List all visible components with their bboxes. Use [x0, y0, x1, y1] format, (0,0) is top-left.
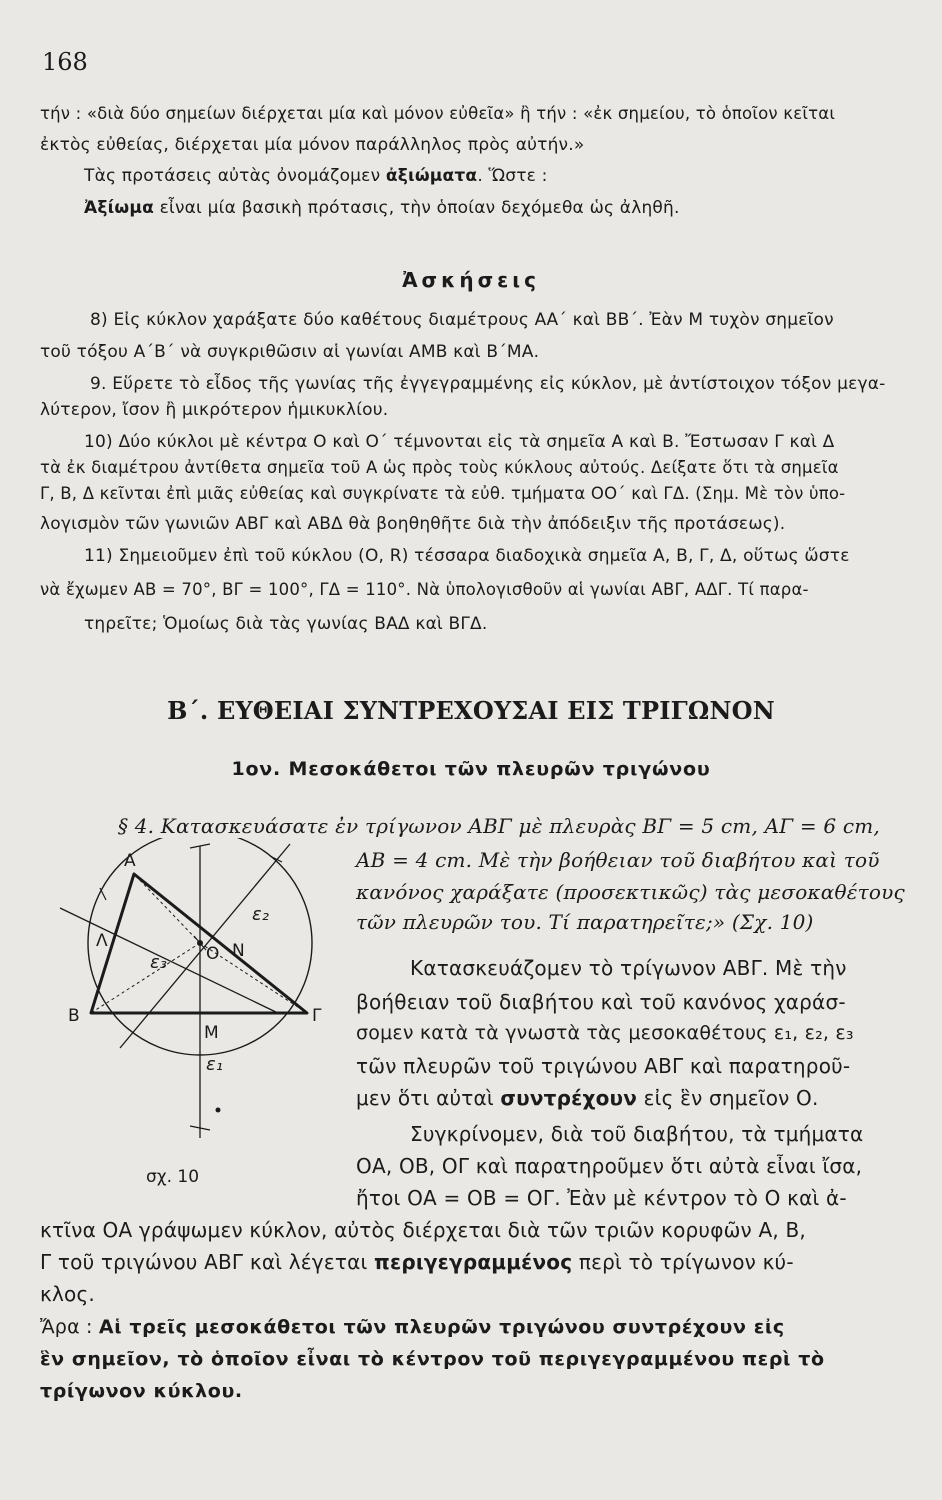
- exercise-9-line-1: 9. Εὕρετε τὸ εἶδος τῆς γωνίας τῆς ἐγγεγραμμένης εἰς κύκλον, μὲ ἀντίστοιχον τόξον μεγα-: [90, 374, 886, 394]
- dot-mark: [216, 1108, 221, 1113]
- body-p1-line-5-end: εἰς ἓν σημεῖον Ο.: [637, 1086, 819, 1110]
- conclusion-ara: Ἄρα :: [40, 1316, 99, 1338]
- term-axiomata: ἀξιώματα: [385, 166, 478, 186]
- body-p1-line-1: Κατασκευάζομεν τὸ τρίγωνον ΑΒΓ. Μὲ τὴν: [410, 956, 847, 980]
- conclusion-line-2: ἓν σημεῖον, τὸ ὁποῖον εἶναι τὸ κέντρον τοῦ περιγεγραμμένου περὶ τὸ: [40, 1348, 825, 1370]
- vertex-b-label: Β: [68, 1006, 80, 1026]
- arc-mark: [100, 888, 106, 900]
- body-p2-line-6: κλος.: [40, 1282, 95, 1306]
- problem-line-3: κανόνος χαράξατε (προσεκτικῶς) τὰς μεσοκαθέτους: [356, 880, 905, 904]
- body-p1-line-3: σομεν κατὰ τὰ γνωστὰ τὰς μεσοκαθέτους ε₁, ε₂, ε₃: [356, 1022, 854, 1044]
- body-p2-line-4: κτῖνα ΟΑ γράψωμεν κύκλον, αὐτὸς διέρχεται διὰ τῶν τριῶν κορυφῶν Α, Β,: [40, 1218, 806, 1242]
- conclusion-line-1: [40, 1316, 785, 1338]
- exercise-10-line-2: τὰ ἐκ διαμέτρου ἀντίθετα σημεῖα τοῦ Α ὡς πρὸς τοὺς κύκλους αὐτούς. Δείξατε ὅτι τὰ σημεῖα: [40, 458, 839, 477]
- problem-line-2: ΑΒ = 4 cm. Μὲ τὴν βοήθειαν τοῦ διαβήτου καὶ τοῦ: [356, 848, 880, 872]
- radius-ob: [91, 943, 200, 1013]
- bisector-e3-label: ε₃: [150, 952, 167, 973]
- term-syntrechoun: συντρέχουν: [500, 1086, 638, 1110]
- term-perigegrammenos: περιγεγραμμένος: [373, 1250, 573, 1274]
- body-p1-line-5-text: μεν ὅτι αὐταὶ: [356, 1086, 501, 1110]
- perpendicular-bisector-e3: [60, 908, 280, 1014]
- intro-line-3: [84, 166, 548, 186]
- intro-line-3-text: Τὰς προτάσεις αὐτὰς ὀνομάζομεν: [84, 166, 386, 186]
- radius-oa: [134, 874, 200, 943]
- midpoint-m-label: Μ: [204, 1023, 219, 1043]
- body-p2-line-1: Συγκρίνομεν, διὰ τοῦ διαβήτου, τὰ τμήματα: [410, 1122, 864, 1146]
- vertex-g-label: Γ: [312, 1006, 322, 1026]
- term-axioma: Ἀξίωμα: [84, 198, 154, 218]
- intro-line-2: ἐκτὸς εὐθείας, διέρχεται μία μόνον παράλληλος πρὸς αὐτήν.»: [40, 135, 585, 155]
- body-p1-line-4: τῶν πλευρῶν τοῦ τριγώνου ΑΒΓ καὶ παρατηροῦ-: [356, 1054, 851, 1078]
- exercise-11-line-3: τηρεῖτε; Ὁμοίως διὰ τὰς γωνίας ΒΑΔ καὶ ΒΓΔ.: [84, 614, 488, 634]
- body-p2-line-5-text: Γ τοῦ τριγώνου ΑΒΓ καὶ λέγεται: [40, 1250, 374, 1274]
- intro-line-1: τήν : «διὰ δύο σημείων διέρχεται μία καὶ μόνον εὐθεῖα» ἢ τήν : «ἐκ σημείου, τὸ ὁποῖον κεῖται: [40, 104, 836, 123]
- exercise-8-line-2: τοῦ τόξου Α΄Β΄ νὰ συγκριθῶσιν αἱ γωνίαι ΑΜΒ καὶ Β΄ΜΑ.: [40, 342, 540, 362]
- axiom-definition-text: εἶναι μία βασικὴ πρότασις, τὴν ὁποίαν δεχόμεθα ὡς ἀληθῆ.: [154, 198, 680, 218]
- figure-10: [40, 838, 340, 1198]
- body-p1-line-5: [356, 1086, 819, 1110]
- midpoint-n-label: Ν: [232, 941, 245, 961]
- page-number: 168: [42, 48, 88, 76]
- body-p2-line-2: ΟΑ, ΟΒ, ΟΓ καὶ παρατηροῦμεν ὅτι αὐτὰ εἶναι ἴσα,: [356, 1154, 863, 1178]
- axiom-definition: [84, 198, 680, 218]
- exercise-10-line-3: Γ, Β, Δ κεῖνται ἐπὶ μιᾶς εὐθείας καὶ συγκρίνατε τὰ εὐθ. τμήματα ΟΟ΄ καὶ ΓΔ. (Σημ. Μὲ τὸν ὑπο-: [40, 484, 846, 503]
- vertex-a-label: Α: [124, 851, 136, 871]
- center-o-label: Ο: [206, 944, 220, 964]
- exercise-8-line-1: 8) Εἰς κύκλον χαράξατε δύο καθέτους διαμέτρους ΑΑ΄ καὶ ΒΒ΄. Ἐὰν Μ τυχὸν σημεῖον: [90, 310, 834, 330]
- conclusion-line-3: τρίγωνον κύκλου.: [40, 1380, 243, 1402]
- perpendicular-bisector-e2: [120, 844, 290, 1048]
- bisector-e1-label: ε₁: [206, 1054, 223, 1075]
- intro-line-3-end: . Ὥστε :: [477, 166, 548, 186]
- figure-caption: σχ. 10: [146, 1167, 200, 1187]
- problem-line-1: § 4. Κατασκευάσατε ἐν τρίγωνον ΑΒΓ μὲ πλευρὰς ΒΓ = 5 cm, ΑΓ = 6 cm,: [118, 814, 880, 838]
- problem-line-4: τῶν πλευρῶν του. Τί παρατηρεῖτε;» (Σχ. 10): [356, 910, 814, 934]
- body-p1-line-2: βοήθειαν τοῦ διαβήτου καὶ τοῦ κανόνος χαράσ-: [356, 990, 846, 1014]
- exercise-11-line-2: νὰ ἔχωμεν ΑΒ = 70°, ΒΓ = 100°, ΓΔ = 110°. Νὰ ὑπολογισθοῦν αἱ γωνίαι ΑΒΓ, ΑΔΓ. Τί παρα-: [40, 580, 809, 599]
- conclusion-theorem-start: Αἱ τρεῖς μεσοκάθετοι τῶν πλευρῶν τριγώνου συντρέχουν εἰς: [98, 1316, 785, 1338]
- exercise-10-line-4: λογισμὸν τῶν γωνιῶν ΑΒΓ καὶ ΑΒΔ θὰ βοηθηθῆτε διὰ τὴν ἀπόδειξιν τῆς προτάσεως).: [40, 514, 786, 534]
- body-p2-line-5-end: περὶ τὸ τρίγωνον κύ-: [572, 1250, 794, 1274]
- exercise-10-line-1: 10) Δύο κύκλοι μὲ κέντρα Ο καὶ Ο΄ τέμνονται εἰς τὰ σημεῖα Α καὶ Β. Ἔστωσαν Γ καὶ Δ: [84, 432, 835, 452]
- exercise-11-line-1: 11) Σημειοῦμεν ἐπὶ τοῦ κύκλου (Ο, R) τέσσαρα διαδοχικὰ σημεῖα Α, Β, Γ, Δ, οὕτως ὥστε: [84, 546, 850, 566]
- exercise-9-line-2: λύτερον, ἴσον ἢ μικρότερον ἡμικυκλίου.: [40, 400, 389, 420]
- bisector-e2-label: ε₂: [252, 904, 269, 925]
- exercises-heading: Ἀσκήσεις: [402, 268, 540, 292]
- body-p2-line-3: ἤτοι ΟΑ = ΟΒ = ΟΓ. Ἐὰν μὲ κέντρον τὸ Ο καὶ ἀ-: [356, 1186, 847, 1210]
- section-subtitle: 1ον. Μεσοκάθετοι τῶν πλευρῶν τριγώνου: [231, 758, 711, 780]
- center-point: [197, 940, 203, 946]
- body-p2-line-5: [40, 1250, 794, 1274]
- midpoint-l-label: Λ: [96, 931, 108, 951]
- section-title: Β΄. ΕΥΘΕΙΑΙ ΣΥΝΤΡΕΧΟΥΣΑΙ ΕΙΣ ΤΡΙΓΩΝΟΝ: [167, 696, 775, 725]
